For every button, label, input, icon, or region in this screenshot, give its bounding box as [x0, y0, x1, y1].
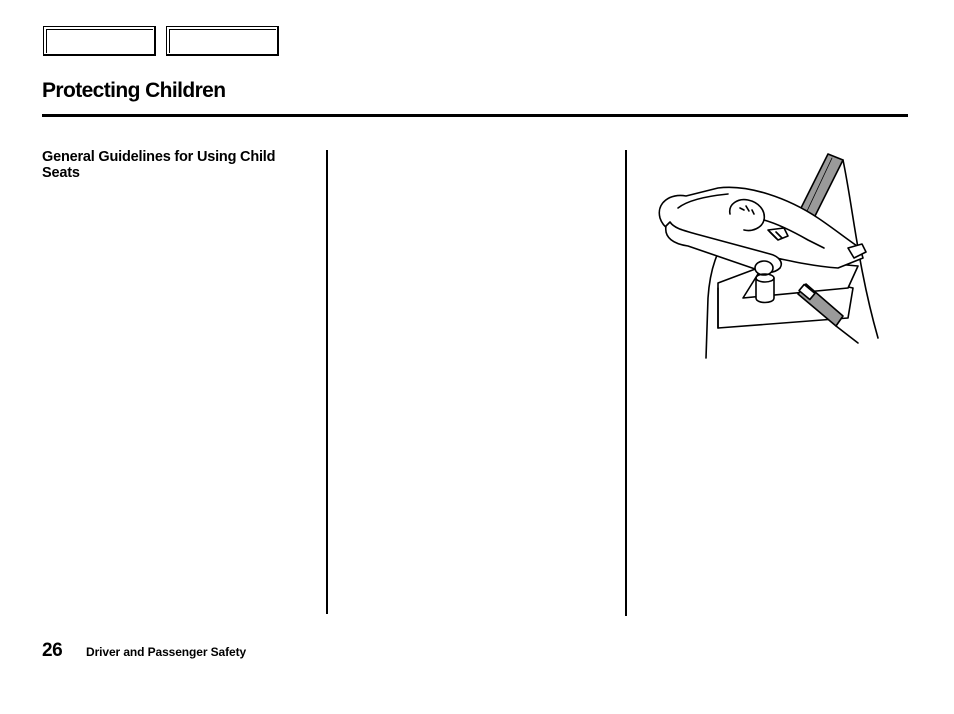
nav-button-bevel — [169, 29, 276, 53]
title-rule — [42, 114, 908, 117]
child-seat-drawing — [648, 148, 888, 364]
page-title: Protecting Children — [42, 79, 226, 102]
section-heading: General Guidelines for Using Child Seats — [42, 149, 276, 181]
column-divider — [625, 150, 627, 616]
footer-section-name: Driver and Passenger Safety — [86, 645, 247, 659]
rear-facing-child-seat-illustration-icon — [648, 148, 888, 364]
page-number: 26 — [42, 640, 63, 661]
column-divider — [326, 150, 328, 614]
nav-button-bevel — [46, 29, 153, 53]
nav-button-previous[interactable] — [43, 26, 156, 56]
nav-button-next[interactable] — [166, 26, 279, 56]
